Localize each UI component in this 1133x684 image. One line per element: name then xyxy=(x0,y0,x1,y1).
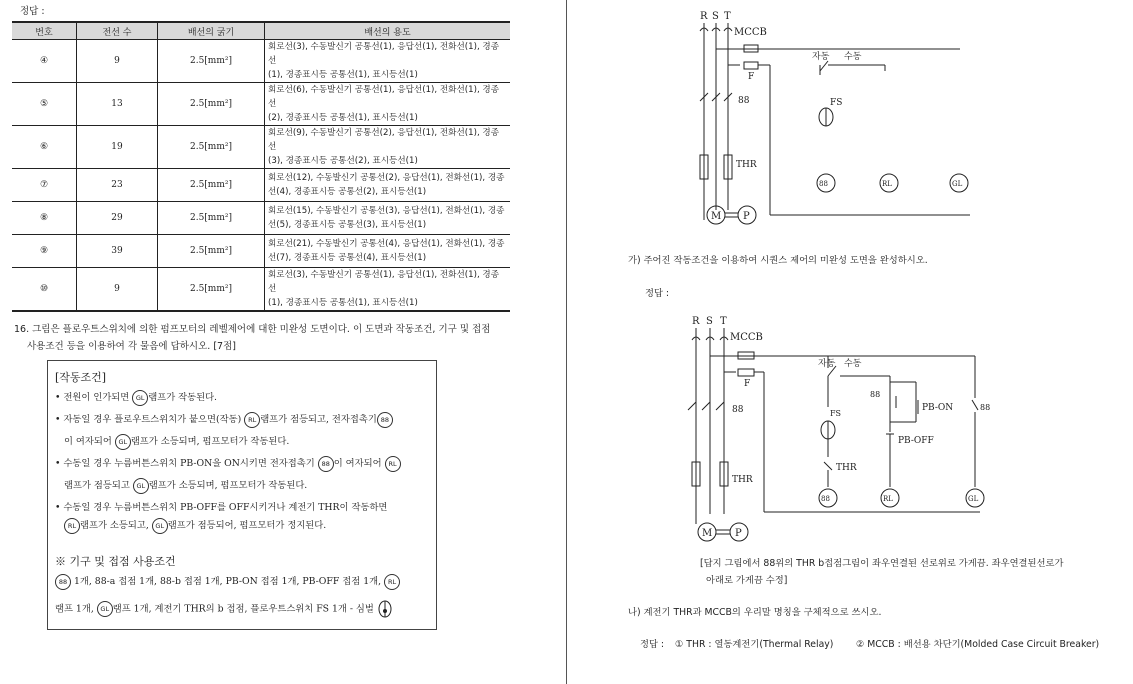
cell-use-line2: 선(5), 경종표시등 공통선(3), 표시등선(1) xyxy=(268,220,427,230)
lamp-88-label: 88 xyxy=(819,180,828,188)
label-R: R xyxy=(700,11,708,22)
table-row xyxy=(12,83,510,126)
label-T: T xyxy=(724,11,731,22)
cell-size: 2.5[mm²] xyxy=(158,202,265,235)
label-pb-off: PB-OFF xyxy=(898,436,934,446)
cell-no: ⑨ xyxy=(12,235,77,268)
label-manual: 수동 xyxy=(844,52,862,62)
label-thr: THR xyxy=(736,160,757,170)
motor-label: M xyxy=(702,528,713,539)
wire-table xyxy=(12,21,510,312)
cell-count: 9 xyxy=(77,268,158,312)
cell-use xyxy=(265,40,511,83)
cell-count: 9 xyxy=(77,40,158,83)
cell-size: 2.5[mm²] xyxy=(158,40,265,83)
lamp-rl-label: RL xyxy=(883,495,893,503)
cell-no: ⑥ xyxy=(12,126,77,169)
cond-4b-text: 램프가 소등되고, xyxy=(80,520,149,531)
label-k88: 88 xyxy=(732,405,744,415)
incomplete-circuit-diagram xyxy=(680,5,980,230)
label-88b: 88 xyxy=(980,403,991,412)
table-body xyxy=(12,40,510,312)
answer-note-line2: 아래로 가게끔 수정] xyxy=(706,575,788,586)
table-row xyxy=(12,169,510,202)
cond-3c-text: 램프가 점등되고 xyxy=(64,480,130,491)
cell-use xyxy=(265,235,511,268)
col-header-no: 번호 xyxy=(12,22,77,40)
pump-label: P xyxy=(743,211,750,222)
question-b: 나) 계전기 THR과 MCCB의 우리말 명칭을 구체적으로 쓰시오. xyxy=(628,607,882,618)
usage-line-1-text: 1개, 88-a 접점 1개, 88-b 접점 1개, PB-ON 접점 1개, PB-OFF 접점 1개, xyxy=(73,576,382,587)
usage-line-1 xyxy=(55,573,400,590)
pump-label: P xyxy=(735,528,742,539)
usage-line-2a-text: 램프 1개, xyxy=(55,603,94,615)
gl-lamp-icon: GL xyxy=(97,601,113,617)
answer-note-line1: [답지 그림에서 88위의 THR b접점그림이 좌우연결된 선로위로 가게끔. 좌우연결된선로가 xyxy=(700,558,1064,569)
cell-use-line1: 회로선(12), 수동발신기 공통선(2), 응답선(1), 전화선(1), 경종 xyxy=(268,173,505,183)
cell-size: 2.5[mm²] xyxy=(158,83,265,126)
question-a: 가) 주어진 작동조건을 이용하여 시퀀스 제어의 미완성 도면을 완성하시오. xyxy=(628,255,928,266)
col-header-size: 배선의 굵기 xyxy=(158,22,265,40)
lamp-gl-label: GL xyxy=(952,180,963,188)
cond-1-text-b: 램프가 작동된다. xyxy=(148,392,218,403)
box-title: [작동조건] xyxy=(55,371,107,384)
lamp-88-label: 88 xyxy=(821,495,830,503)
label-auto: 자동 xyxy=(812,52,830,62)
gl-lamp-icon: GL xyxy=(132,390,148,406)
table-row xyxy=(12,40,510,83)
cell-no: ⑩ xyxy=(12,268,77,312)
answer-label-right: 정답 : xyxy=(645,288,670,299)
gl-lamp-icon: GL xyxy=(115,434,131,450)
label-S: S xyxy=(712,11,719,22)
usage-conditions-title: ※ 기구 및 접점 사용조건 xyxy=(55,555,176,568)
cell-use xyxy=(265,126,511,169)
label-thr-contact: THR xyxy=(836,463,857,473)
cell-no: ⑦ xyxy=(12,169,77,202)
cell-use xyxy=(265,83,511,126)
cond-3a-text: • 수동일 경우 누름버튼스위치 PB-ON을 ON시키면 전자접촉기 xyxy=(55,458,315,469)
cell-use-line1: 회로선(21), 수동발신기 공통선(4), 응답선(1), 전화선(1), 경종 xyxy=(268,239,505,249)
cell-count: 39 xyxy=(77,235,158,268)
answer-label: 정답 : xyxy=(20,6,45,17)
label-pb-on: PB-ON xyxy=(922,403,954,413)
answer-b-mccb: ② MCCB : 배선용 차단기(Molded Case Circuit Breaker) xyxy=(856,639,1100,650)
label-F: F xyxy=(744,379,751,389)
label-T: T xyxy=(720,316,727,327)
page-divider xyxy=(566,0,567,684)
cell-use xyxy=(265,268,511,312)
cell-use xyxy=(265,169,511,202)
cond-4b xyxy=(64,517,326,534)
cell-use-line1: 회로선(6), 수동발신기 공통선(1), 응답선(1), 전화선(1), 경종선 xyxy=(268,85,500,109)
cell-no: ④ xyxy=(12,40,77,83)
float-switch-symbol-icon xyxy=(377,599,393,619)
answer-b-label: 정답 : xyxy=(640,639,665,650)
cell-no: ⑤ xyxy=(12,83,77,126)
gl-lamp-icon: GL xyxy=(152,518,168,534)
label-fs: FS xyxy=(830,98,843,108)
label-fs: FS xyxy=(830,409,842,418)
rl-lamp-icon: RL xyxy=(384,574,400,590)
cond-4c-text: 램프가 점등되어, 펌프모터가 정지된다. xyxy=(167,520,327,531)
cell-size: 2.5[mm²] xyxy=(158,268,265,312)
cond-2d-text: 램프가 소등되며, 펌프모터가 작동된다. xyxy=(130,436,290,447)
cond-1 xyxy=(55,389,217,406)
cell-no: ⑧ xyxy=(12,202,77,235)
operation-conditions-box xyxy=(47,360,437,630)
cond-3b-text: 이 여자되어 xyxy=(333,458,382,469)
answer-b-thr: ① THR : 열동계전기(Thermal Relay) xyxy=(675,639,834,650)
cond-2c xyxy=(64,433,289,450)
cell-use-line2: (1), 경종표시등 공통선(1), 표시등선(1) xyxy=(268,70,418,80)
cell-use-line2: 선(4), 경종표시등 공통선(2), 표시등선(1) xyxy=(268,187,427,197)
cell-use-line2: (3), 경종표시등 공통선(2), 표시등선(1) xyxy=(268,156,418,166)
label-88a: 88 xyxy=(870,390,881,399)
cell-use-line2: 선(7), 경종표시등 공통선(4), 표시등선(1) xyxy=(268,253,427,263)
rl-lamp-icon: RL xyxy=(385,456,401,472)
cell-use-line1: 회로선(3), 수동발신기 공통선(1), 응답선(1), 전화선(1), 경종선 xyxy=(268,270,500,294)
table-row xyxy=(12,126,510,169)
cell-use-line1: 회로선(3), 수동발신기 공통선(1), 응답선(1), 전화선(1), 경종선 xyxy=(268,42,500,66)
label-F: F xyxy=(748,72,755,82)
cond-4a: • 수동일 경우 누름버튼스위치 PB-OFF를 OFF시키거나 계전기 THR이 작동하면 xyxy=(55,502,388,513)
completed-circuit-diagram xyxy=(680,312,1000,552)
col-header-count: 전선 수 xyxy=(77,22,158,40)
contactor-88-icon: 88 xyxy=(55,574,71,590)
lamp-rl-label: RL xyxy=(882,180,892,188)
cond-2a xyxy=(55,411,393,428)
cell-count: 19 xyxy=(77,126,158,169)
cond-3c xyxy=(64,477,307,494)
cell-use-line2: (1), 경종표시등 공통선(1), 표시등선(1) xyxy=(268,298,418,308)
cond-2a-text: • 자동일 경우 플로우트스위치가 붙으면(작동) xyxy=(55,414,242,425)
cell-count: 29 xyxy=(77,202,158,235)
lamp-gl-label: GL xyxy=(968,495,979,503)
label-auto: 자동 xyxy=(818,359,836,369)
label-k88: 88 xyxy=(738,96,750,106)
table-row xyxy=(12,268,510,312)
usage-line-2 xyxy=(55,599,393,619)
cond-1-text: • 전원이 인가되면 xyxy=(55,392,130,403)
gl-lamp-icon: GL xyxy=(133,478,149,494)
cell-size: 2.5[mm²] xyxy=(158,235,265,268)
contactor-88-icon: 88 xyxy=(377,412,393,428)
label-mccb: MCCB xyxy=(734,27,767,38)
cell-use-line1: 회로선(15), 수동발신기 공통선(3), 응답선(1), 전화선(1), 경종 xyxy=(268,206,505,216)
cond-3d-text: 램프가 소등되며, 펌프모터가 작동된다. xyxy=(148,480,308,491)
col-header-use: 배선의 용도 xyxy=(265,22,511,40)
label-thr-relay: THR xyxy=(732,475,753,485)
question-16-line1: 16. 그림은 플로우트스위치에 의한 펌프모터의 레벨제어에 대한 미완성 도면이다. 이 도면과 작동조건, 기구 및 접점 xyxy=(14,324,491,335)
cell-count: 23 xyxy=(77,169,158,202)
cell-size: 2.5[mm²] xyxy=(158,169,265,202)
question-16-line2: 사용조건 등을 이용하여 각 물음에 답하시오. [7점] xyxy=(27,341,236,352)
table-row xyxy=(12,202,510,235)
cell-use-line2: (2), 경종표시등 공통선(1), 표시등선(1) xyxy=(268,113,418,123)
cell-size: 2.5[mm²] xyxy=(158,126,265,169)
cell-use xyxy=(265,202,511,235)
rl-lamp-icon: RL xyxy=(64,518,80,534)
cond-2c-text: 이 여자되어 xyxy=(64,436,112,447)
label-S: S xyxy=(706,316,713,327)
cell-use-line1: 회로선(9), 수동발신기 공통선(2), 응답선(1), 전화선(1), 경종선 xyxy=(268,128,500,152)
table-row xyxy=(12,235,510,268)
cell-count: 13 xyxy=(77,83,158,126)
cond-3a xyxy=(55,455,401,472)
contactor-88-icon: 88 xyxy=(318,456,334,472)
rl-lamp-icon: RL xyxy=(244,412,260,428)
cond-2b-text: 램프가 점등되고, 전자접촉기 xyxy=(260,414,377,425)
motor-label: M xyxy=(711,211,722,222)
label-R: R xyxy=(692,316,700,327)
label-manual: 수동 xyxy=(844,359,862,369)
label-mccb: MCCB xyxy=(730,332,763,343)
usage-line-2b-text: 램프 1개, 계전기 THR의 b 접점, 플로우트스위치 FS 1개 - 심벌 xyxy=(112,603,374,615)
